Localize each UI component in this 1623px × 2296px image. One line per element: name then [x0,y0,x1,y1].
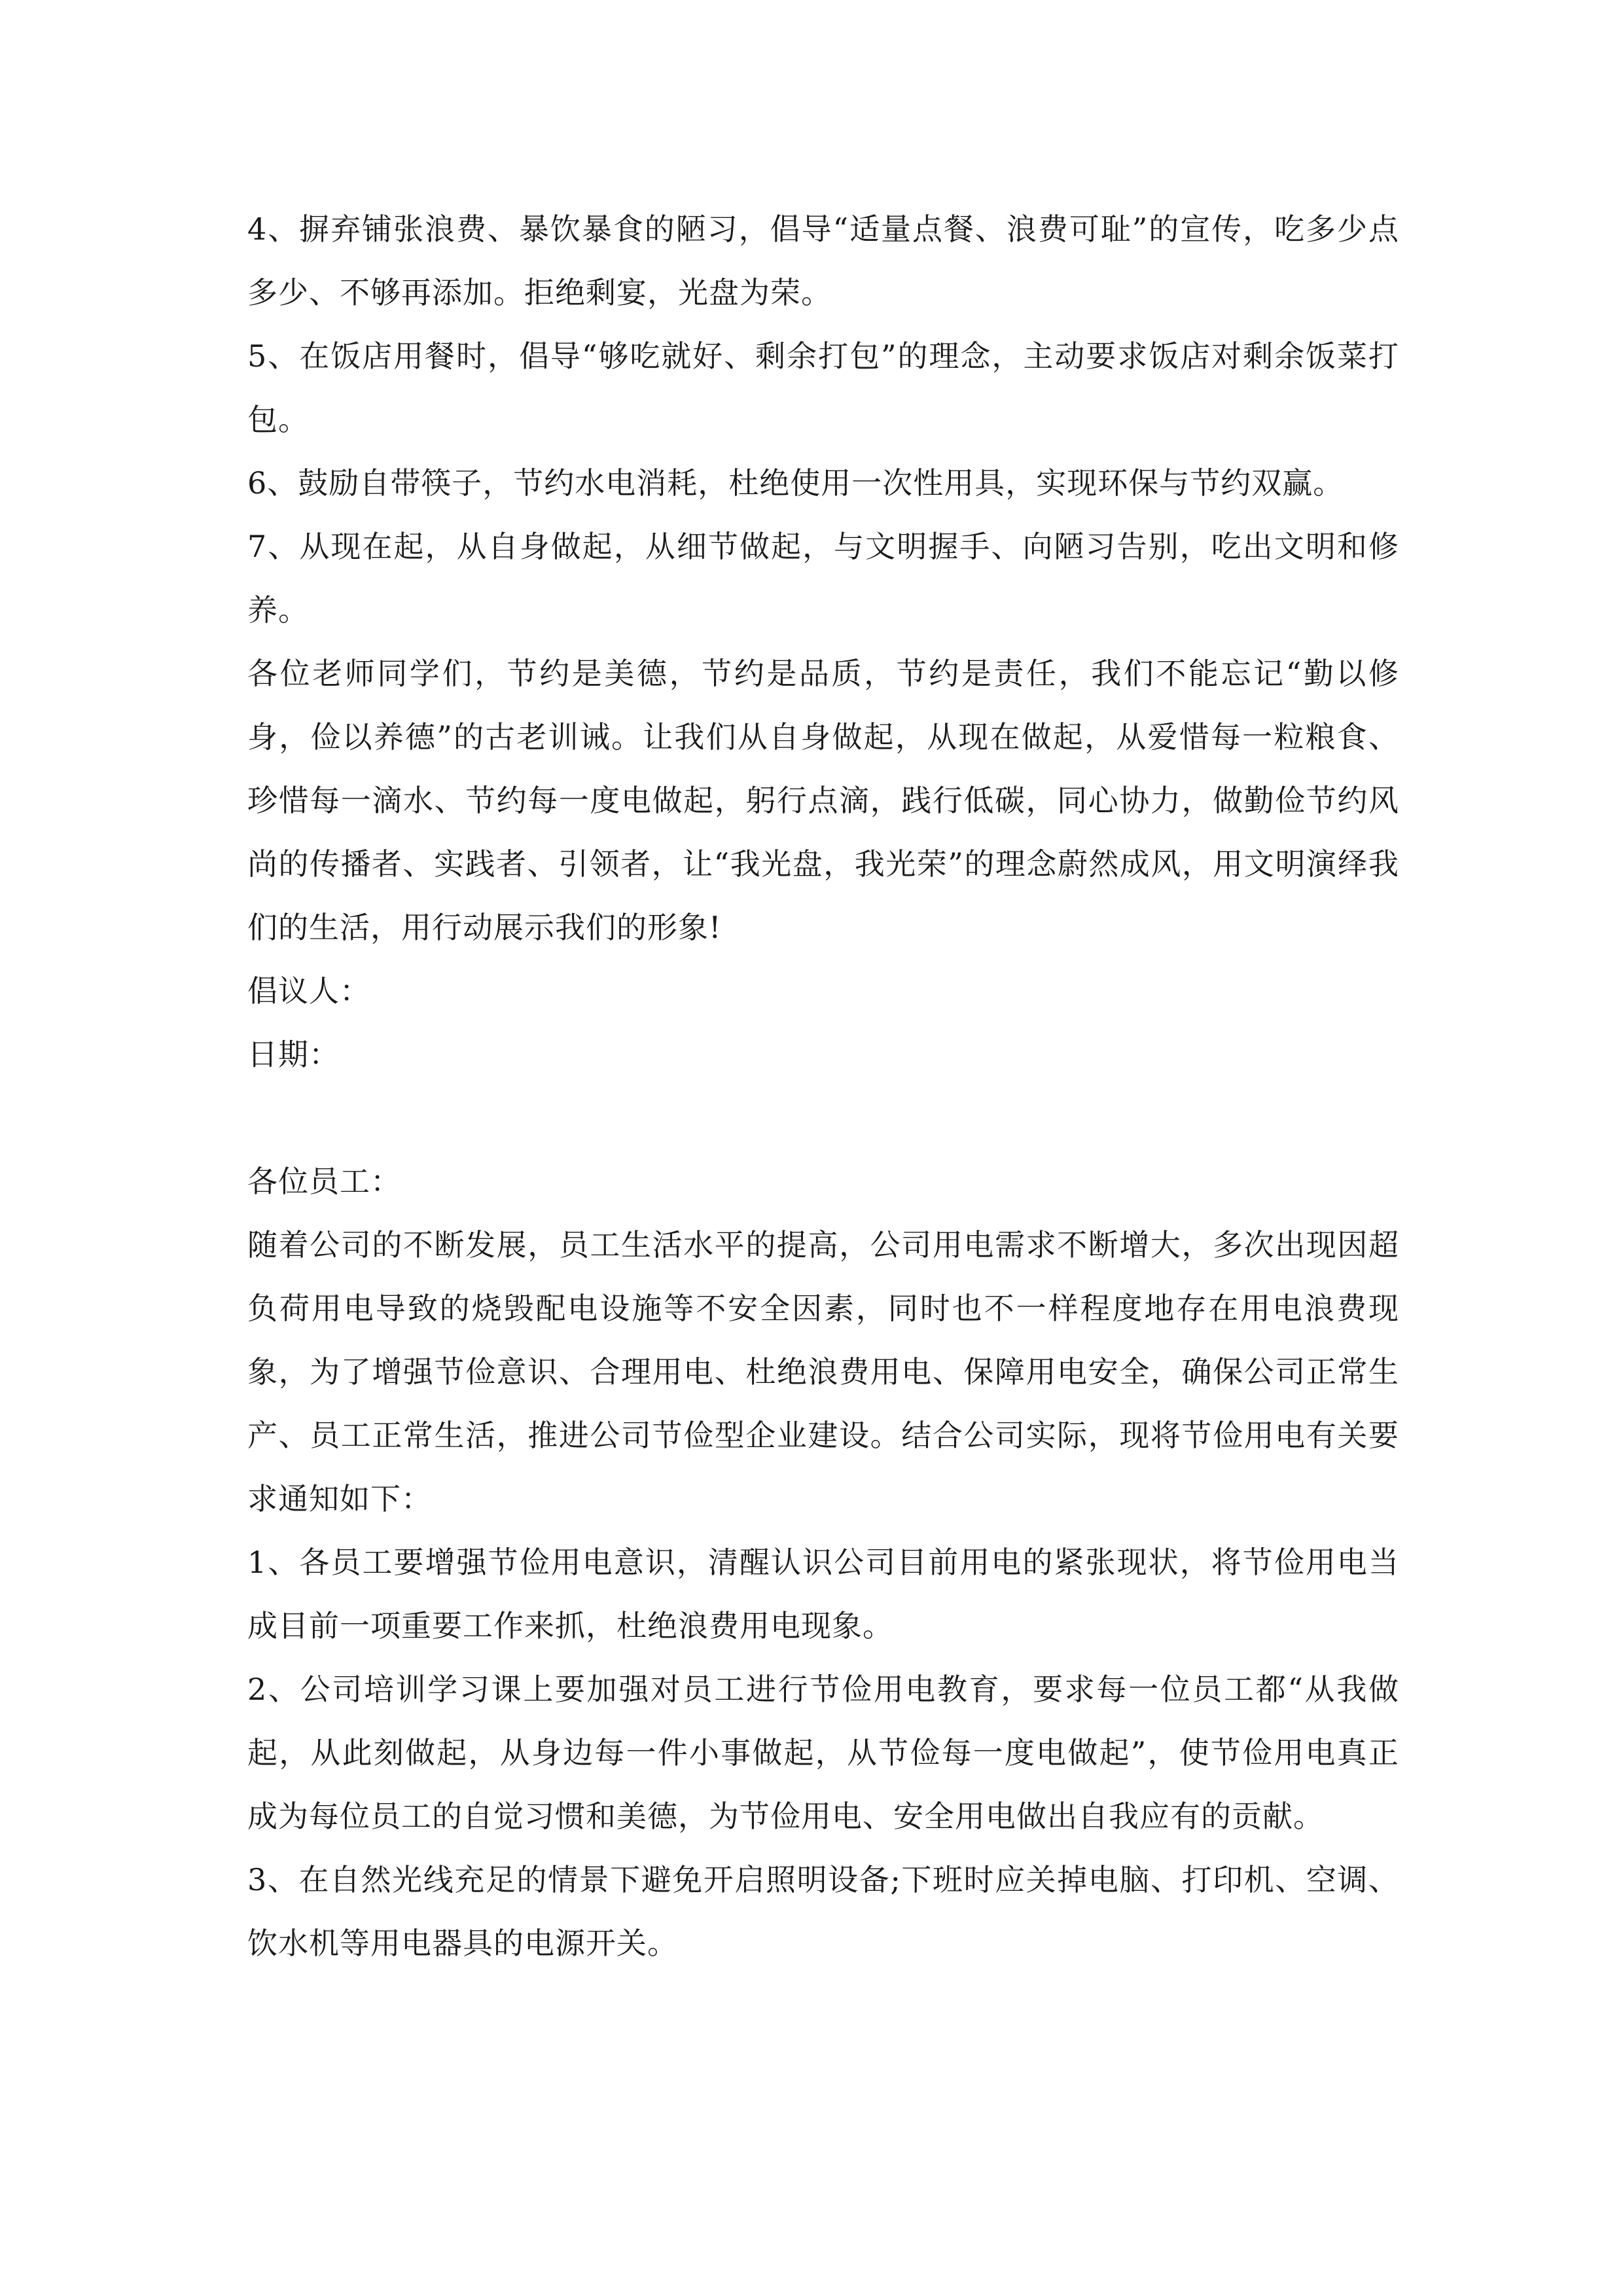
proposal-item-4: 4、摒弃铺张浪费、暴饮暴食的陋习，倡导“适量点餐、浪费可耻”的宣传，吃多少点多少、不够再添加。拒绝剩宴，光盘为荣。 [247,211,1399,310]
notice-item-2: 2、公司培训学习课上要加强对员工进行节俭用电教育，要求每一位员工都“从我做起，从此刻做起，从身边每一件小事做起，从节俭每一度电做起”，使节俭用电真正成为每位员工的自觉习惯和美德，为节俭用电、安全用电做出自我应有的贡献。 [247,1672,1399,1834]
proposer-label: 倡议人： [247,973,370,1009]
document-body [247,198,1399,1975]
proposal-item-7: 7、从现在起，从自身做起，从细节做起，与文明握手、向陋习告别，吃出文明和修养。 [247,529,1399,628]
proposal-closing-paragraph: 各位老师同学们，节约是美德，节约是品质，节约是责任，我们不能忘记“勤以修身，俭以养德”的古老训诫。让我们从自身做起，从现在做起，从爱惜每一粒粮食、珍惜每一滴水、节约每一度电做起，躬行点滴，践行低碳，同心协力，做勤俭节约风尚的传播者、实践者、引领者，让“我光盘，我光荣”的理念蔚然成风，用文明演绎我们的生活，用行动展示我们的形象! [247,656,1399,945]
proposal-item-5: 5、在饭店用餐时，倡导“够吃就好、剩余打包”的理念，主动要求饭店对剩余饭菜打包。 [247,338,1399,437]
proposal-item-6: 6、鼓励自带筷子，节约水电消耗，杜绝使用一次性用具，实现环保与节约双赢。 [247,465,1344,501]
notice-intro-paragraph: 随着公司的不断发展，员工生活水平的提高，公司用电需求不断增大，多次出现因超负荷用电导致的烧毁配电设施等不安全因素，同时也不一样程度地存在用电浪费现象，为了增强节俭意识、合理用电、杜绝浪费用电、保障用电安全，确保公司正常生产、员工正常生活，推进公司节俭型企业建设。结合公司实际，现将节俭用电有关要求通知如下： [247,1227,1399,1516]
date-label: 日期： [247,1037,340,1072]
notice-item-3: 3、在自然光线充足的情景下避免开启照明设备;下班时应关掉电脑、打印机、空调、饮水机等用电器具的电源开关。 [247,1862,1399,1961]
notice-item-1: 1、各员工要增强节俭用电意识，清醒认识公司目前用电的紧张现状，将节俭用电当成目前一项重要工作来抓，杜绝浪费用电现象。 [247,1545,1399,1643]
section-spacer [247,1086,1399,1150]
notice-salutation: 各位员工： [247,1164,401,1199]
